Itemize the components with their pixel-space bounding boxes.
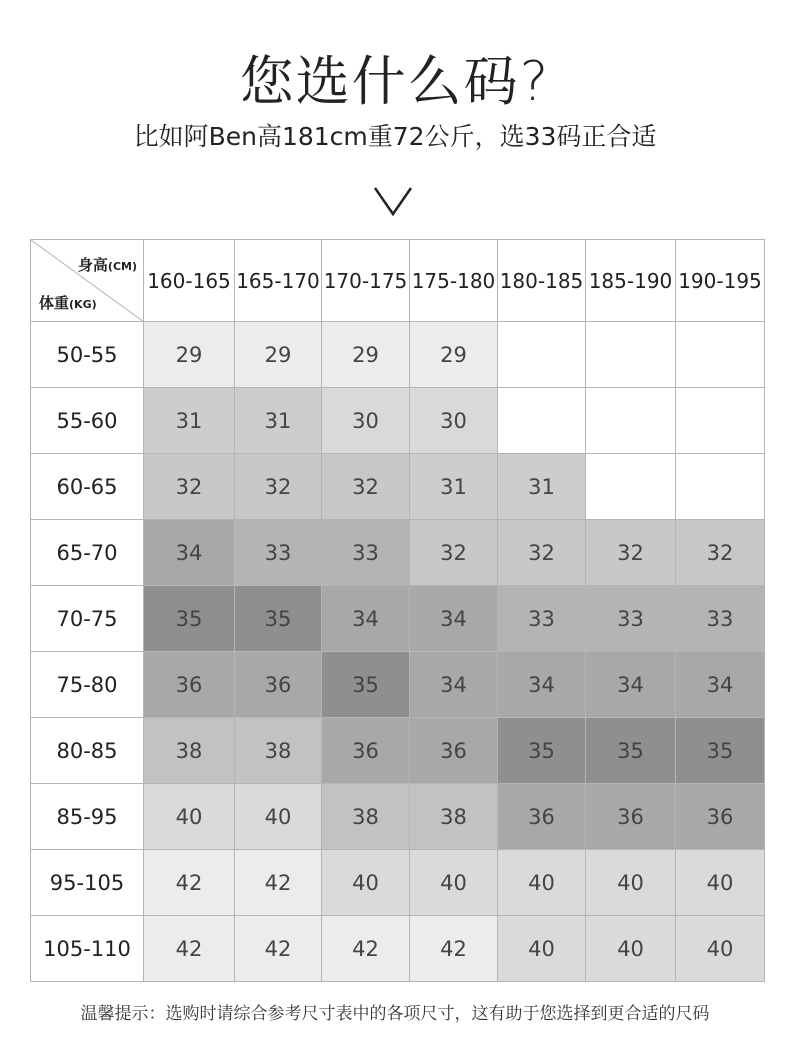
size-cell: 36 bbox=[676, 784, 765, 850]
size-cell: 35 bbox=[586, 718, 676, 784]
table-row bbox=[31, 322, 765, 388]
weight-axis-label: 体重(KG) bbox=[39, 294, 97, 312]
weight-row-header: 55-60 bbox=[31, 388, 144, 454]
table-row bbox=[31, 520, 765, 586]
table-row bbox=[31, 784, 765, 850]
size-cell: 42 bbox=[322, 916, 410, 982]
size-cell: 35 bbox=[144, 586, 235, 652]
chevron-down-icon bbox=[371, 184, 415, 218]
height-axis-label: 身高(CM) bbox=[77, 256, 137, 274]
size-cell: 38 bbox=[235, 718, 322, 784]
page-title: 您选什么码? bbox=[239, 50, 551, 113]
size-cell: 42 bbox=[235, 850, 322, 916]
size-cell: 40 bbox=[676, 850, 765, 916]
size-cell bbox=[586, 454, 676, 520]
size-cell: 36 bbox=[322, 718, 410, 784]
size-cell: 40 bbox=[144, 784, 235, 850]
size-cell: 33 bbox=[676, 586, 765, 652]
size-cell: 34 bbox=[410, 652, 498, 718]
table-row bbox=[31, 718, 765, 784]
size-cell: 33 bbox=[498, 586, 586, 652]
size-cell: 40 bbox=[586, 916, 676, 982]
size-cell bbox=[676, 454, 765, 520]
weight-row-header: 85-95 bbox=[31, 784, 144, 850]
footer-note: 温馨提示：选购时请综合参考尺寸表中的各项尺寸，这有助于您选择到更合适的尺码 bbox=[80, 1004, 710, 1024]
weight-row-header: 95-105 bbox=[31, 850, 144, 916]
size-cell bbox=[676, 388, 765, 454]
table-row bbox=[31, 388, 765, 454]
size-cell: 33 bbox=[586, 586, 676, 652]
size-cell: 35 bbox=[322, 652, 410, 718]
weight-row-header: 75-80 bbox=[31, 652, 144, 718]
size-cell: 32 bbox=[235, 454, 322, 520]
size-cell: 29 bbox=[322, 322, 410, 388]
size-cell bbox=[586, 322, 676, 388]
size-cell: 36 bbox=[410, 718, 498, 784]
size-cell: 36 bbox=[235, 652, 322, 718]
size-cell: 40 bbox=[410, 850, 498, 916]
size-cell: 36 bbox=[498, 784, 586, 850]
size-cell: 40 bbox=[498, 916, 586, 982]
table-row bbox=[31, 454, 765, 520]
size-cell: 32 bbox=[498, 520, 586, 586]
size-cell: 29 bbox=[235, 322, 322, 388]
height-header-row bbox=[31, 240, 765, 322]
weight-row-header: 50-55 bbox=[31, 322, 144, 388]
size-cell: 31 bbox=[410, 454, 498, 520]
size-cell: 32 bbox=[676, 520, 765, 586]
size-cell: 40 bbox=[586, 850, 676, 916]
size-cell: 34 bbox=[586, 652, 676, 718]
size-chart-table bbox=[30, 239, 765, 982]
size-cell: 32 bbox=[322, 454, 410, 520]
page-subtitle: 比如阿Ben高181cm重72公斤，选33码正合适 bbox=[133, 122, 657, 151]
size-cell: 38 bbox=[410, 784, 498, 850]
height-column-header: 170-175 bbox=[322, 240, 410, 322]
size-cell: 34 bbox=[498, 652, 586, 718]
weight-row-header: 65-70 bbox=[31, 520, 144, 586]
height-column-header: 160-165 bbox=[144, 240, 235, 322]
table-row bbox=[31, 916, 765, 982]
size-cell: 40 bbox=[676, 916, 765, 982]
size-cell: 31 bbox=[498, 454, 586, 520]
size-cell: 34 bbox=[676, 652, 765, 718]
size-cell: 32 bbox=[144, 454, 235, 520]
height-column-header: 190-195 bbox=[676, 240, 765, 322]
size-cell: 32 bbox=[410, 520, 498, 586]
table-row bbox=[31, 652, 765, 718]
height-column-header: 165-170 bbox=[235, 240, 322, 322]
size-cell: 42 bbox=[144, 916, 235, 982]
size-cell: 29 bbox=[410, 322, 498, 388]
size-cell: 31 bbox=[235, 388, 322, 454]
weight-row-header: 70-75 bbox=[31, 586, 144, 652]
size-cell: 31 bbox=[144, 388, 235, 454]
size-cell: 33 bbox=[235, 520, 322, 586]
size-cell: 35 bbox=[676, 718, 765, 784]
weight-row-header: 105-110 bbox=[31, 916, 144, 982]
table-corner-cell bbox=[31, 240, 144, 322]
height-column-header: 185-190 bbox=[586, 240, 676, 322]
weight-row-header: 80-85 bbox=[31, 718, 144, 784]
size-cell: 32 bbox=[586, 520, 676, 586]
size-cell: 40 bbox=[322, 850, 410, 916]
table-row bbox=[31, 850, 765, 916]
size-cell: 34 bbox=[144, 520, 235, 586]
size-cell: 33 bbox=[322, 520, 410, 586]
size-cell: 35 bbox=[498, 718, 586, 784]
size-cell: 40 bbox=[498, 850, 586, 916]
size-cell: 36 bbox=[586, 784, 676, 850]
size-cell: 35 bbox=[235, 586, 322, 652]
height-column-header: 175-180 bbox=[410, 240, 498, 322]
size-cell: 34 bbox=[322, 586, 410, 652]
height-column-header: 180-185 bbox=[498, 240, 586, 322]
size-cell bbox=[498, 388, 586, 454]
size-cell bbox=[498, 322, 586, 388]
size-cell: 42 bbox=[235, 916, 322, 982]
size-cell: 42 bbox=[410, 916, 498, 982]
size-cell: 40 bbox=[235, 784, 322, 850]
size-cell: 30 bbox=[410, 388, 498, 454]
size-cell bbox=[586, 388, 676, 454]
size-cell: 34 bbox=[410, 586, 498, 652]
size-cell: 38 bbox=[322, 784, 410, 850]
size-cell bbox=[676, 322, 765, 388]
weight-row-header: 60-65 bbox=[31, 454, 144, 520]
size-cell: 36 bbox=[144, 652, 235, 718]
size-cell: 42 bbox=[144, 850, 235, 916]
table-row bbox=[31, 586, 765, 652]
size-cell: 29 bbox=[144, 322, 235, 388]
size-cell: 38 bbox=[144, 718, 235, 784]
size-cell: 30 bbox=[322, 388, 410, 454]
